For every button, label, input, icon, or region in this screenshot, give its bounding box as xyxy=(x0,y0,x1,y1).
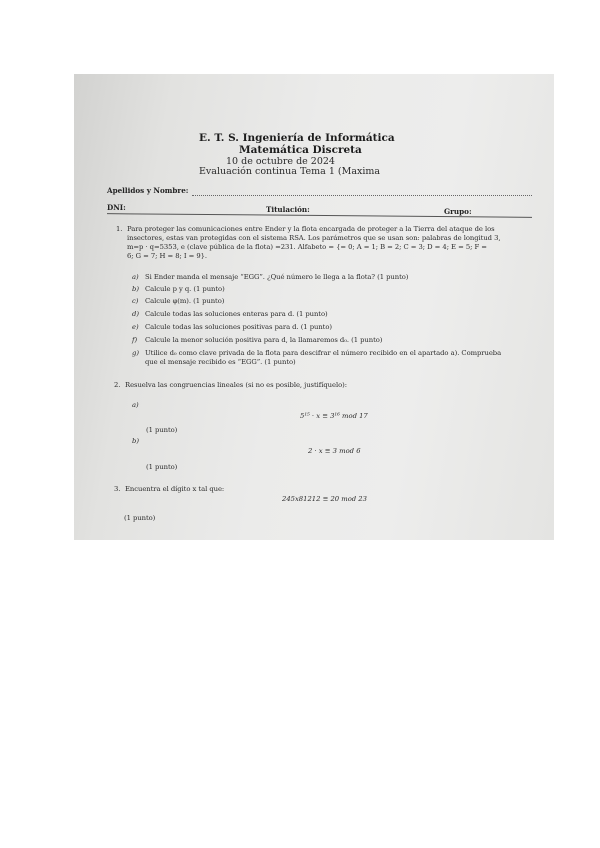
item-d-text: Calcule todas las soluciones enteras para d. (1 punto) xyxy=(145,310,328,318)
dni-label: DNI: xyxy=(107,203,126,212)
school-name: E. T. S. Ingeniería de Informática xyxy=(199,132,395,144)
item-c-label: c) xyxy=(132,297,139,305)
degree-label: Titulación: xyxy=(266,205,310,214)
problem2-b-points: (1 punto) xyxy=(146,463,178,471)
item-b-label: b) xyxy=(132,285,140,293)
item-g-label: g) xyxy=(132,349,140,357)
problem1-number: 1. xyxy=(116,225,123,233)
problem2-number: 2. xyxy=(114,381,121,389)
problem3-statement: Encuentra el dígito x tal que: xyxy=(125,485,225,493)
name-line[interactable] xyxy=(192,195,532,196)
problem3-number: 3. xyxy=(114,485,121,493)
problem1-line: insectores, estas van protegidas con el sistema RSA. Los parámetros que se usan son: palabras de longitud 3, xyxy=(127,234,501,242)
problem2-a-label: a) xyxy=(132,401,139,409)
item-a-text: Si Ender manda el mensaje “EGG”. ¿Qué número le llega a la flota? (1 punto) xyxy=(145,273,409,281)
problem3-equation: 245x81212 ≡ 20 mod 23 xyxy=(282,495,367,503)
exam-photo xyxy=(74,74,554,540)
item-e-text: Calcule todas las soluciones positivas para d. (1 punto) xyxy=(145,323,332,331)
exam-date: 10 de octubre de 2024 xyxy=(226,156,335,167)
subject-title: Matemática Discreta xyxy=(239,144,362,156)
problem2-a-equation: 5¹⁵ · x ≡ 3¹⁶ mod 17 xyxy=(300,412,368,420)
problem1-line: m=p · q=5353, e (clave pública de la flota) =231. Alfabeto = {= 0; A = 1; B = 2; C = 3; D = 4; E = 5; F = xyxy=(127,243,487,251)
item-f-text: Calcule la menor solución positiva para d, la llamaremos d₀. (1 punto) xyxy=(145,336,383,344)
item-f-label: f) xyxy=(132,336,138,344)
name-label: Apellidos y Nombre: xyxy=(107,186,189,195)
problem2-b-equation: 2 · x ≡ 3 mod 6 xyxy=(308,447,361,455)
item-b-text: Calcule p y q. (1 punto) xyxy=(145,285,225,293)
problem2-statement: Resuelva las congruencias lineales (si no es posible, justifíquelo): xyxy=(125,381,347,389)
problem2-a-points: (1 punto) xyxy=(146,426,178,434)
problem1-line: Para proteger las comunicaciones entre Ender y la flota encargada de proteger a la Tierra del ataque de los xyxy=(127,225,495,233)
item-d-label: d) xyxy=(132,310,140,318)
item-e-label: e) xyxy=(132,323,139,331)
item-g-text: Utilice d₀ como clave privada de la flota para descifrar el número recibido en el apartado a). Comprueba xyxy=(145,349,502,357)
group-label: Grupo: xyxy=(444,207,472,216)
problem3-points: (1 punto) xyxy=(124,514,156,522)
problem2-b-label: b) xyxy=(132,437,140,445)
exam-title: Evaluación continua Tema 1 (Maxima xyxy=(199,166,381,177)
item-c-text: Calcule φ(m). (1 punto) xyxy=(145,297,225,305)
item-g-cont: que el mensaje recibido es “EGG”. (1 punto) xyxy=(145,358,296,366)
problem1-line: 6; G = 7; H = 8; I = 9}. xyxy=(127,252,208,260)
item-a-label: a) xyxy=(132,273,139,281)
